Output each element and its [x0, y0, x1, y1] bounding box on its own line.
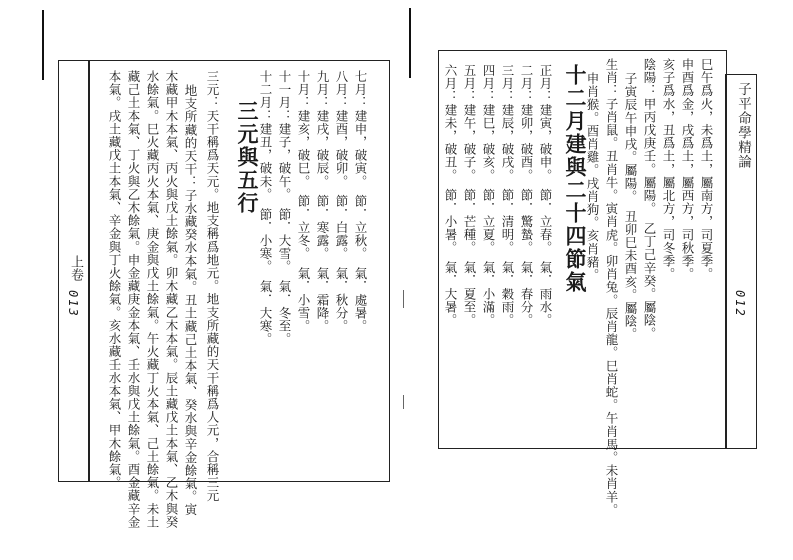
- body-line: 地支所藏的天干：子水藏癸水本氣。丑土藏己土本氣、癸水與辛金餘氣。寅: [183, 84, 198, 517]
- month-row: 九月：建戌，破辰。 節．寒露。 氣．霜降。: [315, 70, 330, 333]
- body-line: 藏己土本氣、丁火與乙木餘氣。申金藏庚金本氣、壬水與戊土餘氣。酉金藏辛金: [126, 70, 141, 529]
- section-title-three-origins: 三元與五行: [235, 100, 260, 215]
- right-page-text: [438, 50, 725, 517]
- body-line: 木藏甲木本氣、丙火與戊土餘氣。卯木藏乙木本氣。辰土藏戊土本氣、乙木與癸: [164, 70, 179, 529]
- book-title-header: 子平命學精論: [735, 82, 751, 169]
- body-line: 三元：天干稱爲天元。地支稱爲地元。地支所藏的天干稱爲人元，合稱三元: [205, 70, 220, 503]
- book-spine-mark-top-left: [42, 10, 44, 80]
- month-row: 四月：建巳，破亥。 節．立夏。 氣．小滿。: [481, 64, 496, 327]
- month-row: 二月：建卯，破酉。 節．驚蟄。 氣．春分。: [519, 64, 534, 327]
- book-spine-mark: [409, 8, 411, 78]
- section-title-months-1: 十二月建與二十四節氣: [563, 64, 588, 294]
- text-line: 生肖：子肖鼠。丑肖牛。寅肖虎。卯肖兔。辰肖龍。巳肖蛇。午肖馬。未肖羊。: [604, 58, 619, 517]
- month-row: 十二月：建丑，破未。 節．小寒。 氣．大寒。: [258, 70, 273, 346]
- month-row: 六月：建未，破丑。 節．小暑。 氣．大暑。: [443, 64, 458, 327]
- text-line: 申酉爲金，戌爲土，屬西方，司秋季。: [680, 58, 695, 281]
- text-line: 亥子爲水，丑爲土，屬北方，司冬季。: [661, 58, 676, 281]
- page-number-012: 012: [733, 290, 747, 318]
- text-line: 申肖猴。酉肖雞。戌肖狗。亥肖豬。: [585, 72, 600, 282]
- month-row: 五月：建午，破子。 節．芒種。 氣．夏至。: [462, 64, 477, 327]
- text-line: 陰陽：甲丙戊庚壬。屬陽。 乙丁己辛癸。屬陰。: [642, 58, 657, 340]
- body-line: 水餘氣。巳火藏丙火本氣、庚金與戊土餘氣。午火藏丁火本氣、己土餘氣。未土: [145, 70, 160, 529]
- binding-tick: [403, 395, 404, 409]
- left-page-text: [88, 60, 388, 529]
- body-line: 本氣。戌土藏戊土本氣、辛金與丁火餘氣。亥水藏壬水本氣、甲木餘氣。: [107, 70, 122, 490]
- month-row: 八月：建酉，破卯。 節．白露。 氣．秋分。: [334, 70, 349, 333]
- month-row: 七月：建申，破寅。 節．立秋。 氣．處暑。: [353, 70, 368, 333]
- month-row: 正月：建寅，破申。 節．立春。 氣．雨水。: [538, 64, 553, 327]
- month-row: 三月：建辰，破戌。 節．清明。 氣．穀雨。: [500, 64, 515, 327]
- text-line: 子寅辰午申戌。屬陽。 丑卯巳未酉亥。屬陰。: [623, 72, 638, 341]
- page-number-013: 013: [66, 290, 80, 318]
- text-line: 巳午爲火，未爲土，屬南方，司夏季。: [699, 58, 714, 281]
- month-row: 十一月：建子，破午。 節．大雪。 氣．冬至。: [277, 70, 292, 346]
- volume-tab-label: 上卷: [68, 255, 83, 281]
- month-row: 十月：建亥，破巳。 節．立冬。 氣．小雪。: [296, 70, 311, 333]
- binding-tick: [403, 290, 404, 308]
